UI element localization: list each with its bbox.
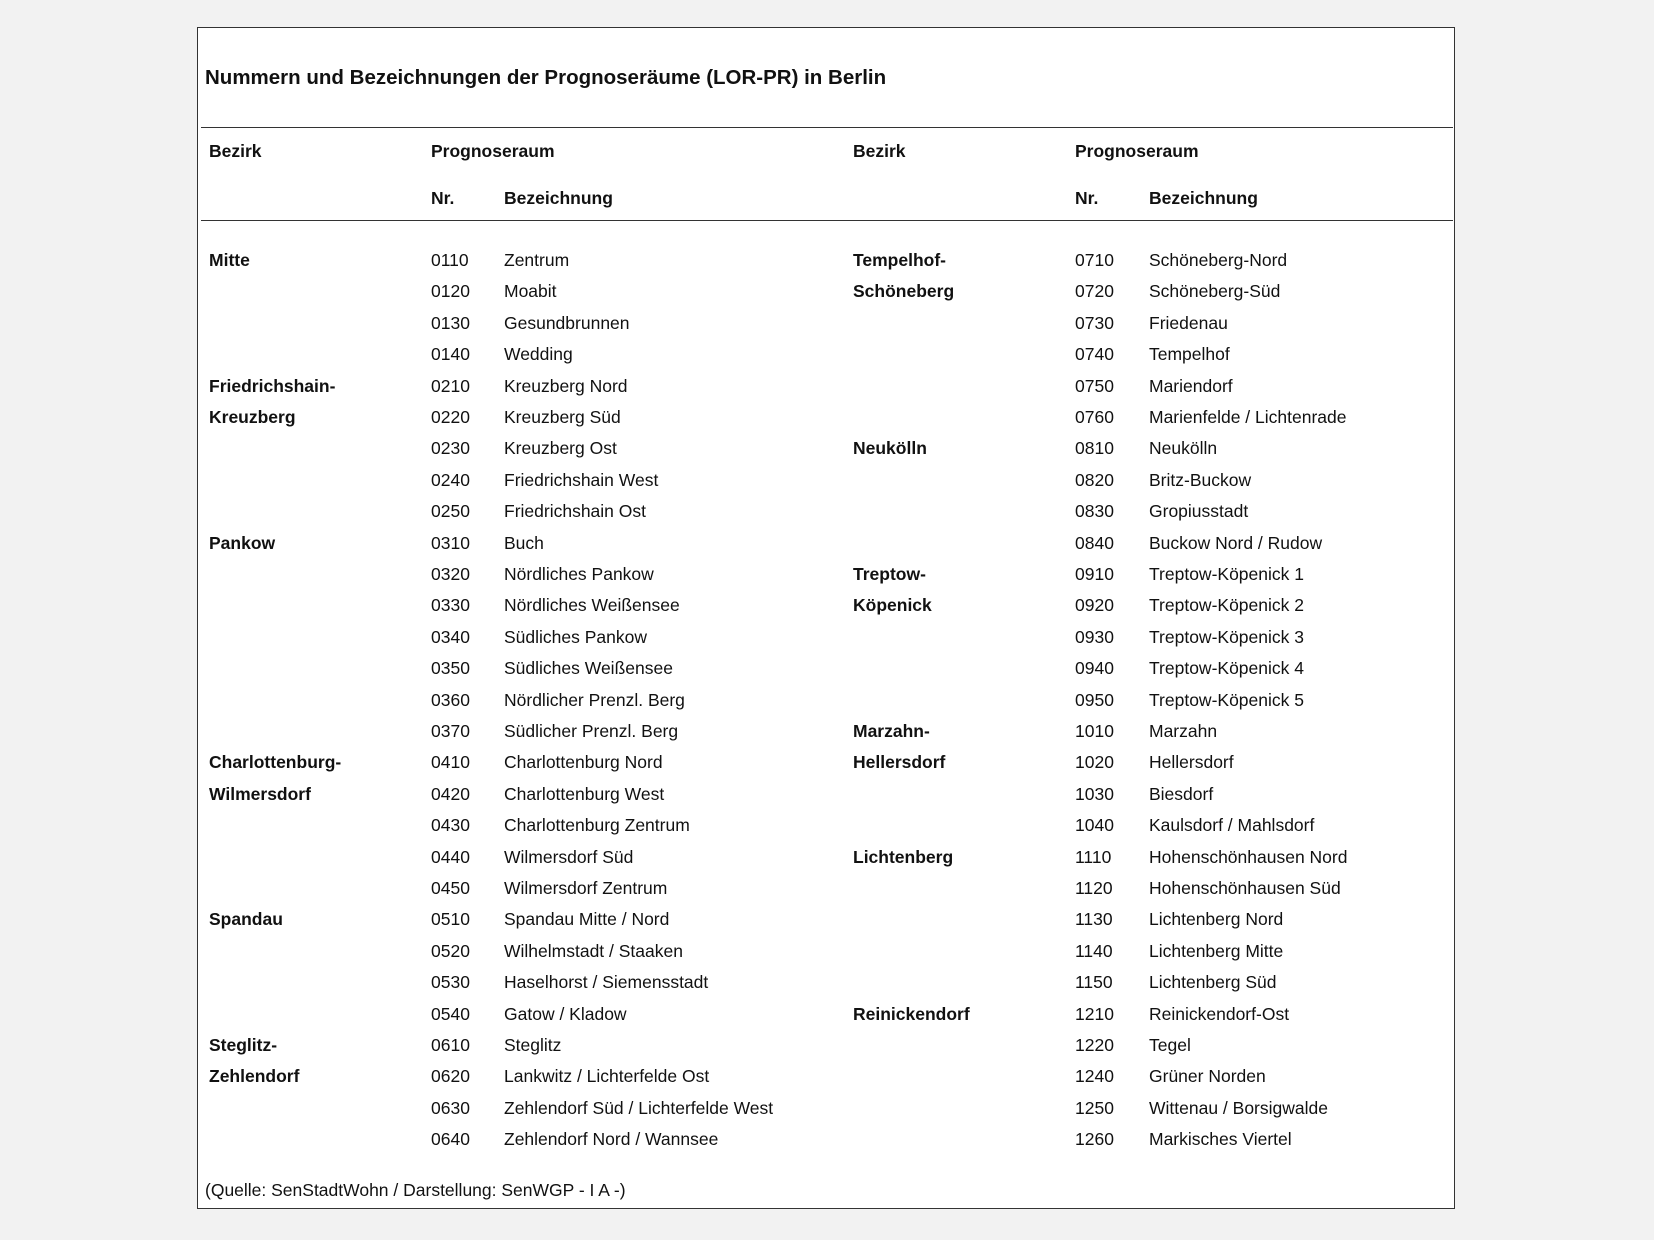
prognoseraum-nr-left: 0520 <box>431 940 470 961</box>
prognoseraum-name-left: Nördlicher Prenzl. Berg <box>504 689 685 710</box>
prognoseraum-nr-left: 0130 <box>431 312 470 333</box>
prognoseraum-name-left: Moabit <box>504 281 557 302</box>
bezirk-label-right: Hellersdorf <box>853 752 946 773</box>
prognoseraum-name-left: Steglitz <box>504 1035 562 1055</box>
prognoseraum-nr-right: 1250 <box>1075 1097 1114 1118</box>
page-title: Nummern und Bezeichnungen der Prognoseräume (LOR-PR) in Berlin <box>205 66 887 89</box>
prognoseraum-nr-left: 0630 <box>431 1097 470 1118</box>
prognoseraum-nr-right: 0830 <box>1075 501 1114 522</box>
prognoseraum-nr-right: 0820 <box>1075 469 1114 490</box>
prognoseraum-nr-left: 0360 <box>431 689 470 710</box>
prognoseraum-nr-right: 0750 <box>1075 375 1114 396</box>
prognoseraum-name-right: Lichtenberg Mitte <box>1149 940 1284 961</box>
prognoseraum-nr-left: 0640 <box>431 1129 470 1150</box>
prognoseraum-name-right: Treptow-Köpenick 2 <box>1149 595 1304 616</box>
prognoseraum-nr-right: 1150 <box>1075 972 1113 993</box>
prognoseraum-nr-left: 0320 <box>431 564 470 584</box>
prognoseraum-nr-right: 0920 <box>1075 595 1114 616</box>
prognoseraum-nr-right: 1220 <box>1075 1035 1114 1055</box>
prognoseraum-nr-left: 0330 <box>431 595 470 616</box>
prognoseraum-name-left: Zehlendorf Nord / Wannsee <box>504 1129 719 1150</box>
prognoseraum-nr-right: 1120 <box>1075 878 1113 898</box>
header-nr-right: Nr. <box>1075 188 1099 208</box>
prognoseraum-name-left: Friedrichshain West <box>504 469 659 490</box>
prognoseraum-name-right: Kaulsdorf / Mahlsdorf <box>1149 815 1315 836</box>
prognoseraum-nr-right: 0840 <box>1075 532 1114 553</box>
prognoseraum-nr-left: 0510 <box>431 909 470 930</box>
prognoseraum-nr-right: 0730 <box>1075 312 1114 333</box>
prognoseraum-nr-right: 1030 <box>1075 783 1114 804</box>
prognoseraum-nr-left: 0370 <box>431 721 470 741</box>
prognoseraum-nr-right: 1010 <box>1075 721 1114 741</box>
prognoseraum-nr-right: 0740 <box>1075 344 1114 365</box>
prognoseraum-name-right: Markisches Viertel <box>1149 1129 1292 1150</box>
prognoseraum-nr-left: 0210 <box>431 375 470 396</box>
prognoseraum-name-left: Kreuzberg Ost <box>504 438 617 459</box>
header-prognoseraum-left: Prognoseraum <box>431 141 555 161</box>
prognoseraum-name-right: Lichtenberg Nord <box>1149 909 1284 930</box>
prognoseraum-nr-right: 1110 <box>1075 846 1112 867</box>
prognoseraum-name-right: Hohenschönhausen Süd <box>1149 878 1341 898</box>
header-prognoseraum-right: Prognoseraum <box>1075 141 1199 161</box>
bezirk-label-left: Wilmersdorf <box>209 783 311 804</box>
prognoseraum-name-left: Wilhelmstadt / Staaken <box>504 940 683 961</box>
prognoseraum-name-right: Britz-Buckow <box>1149 469 1252 490</box>
prognoseraum-name-right: Marienfelde / Lichtenrade <box>1149 407 1347 427</box>
header-top-rule <box>201 127 1453 128</box>
prognoseraum-name-right: Treptow-Köpenick 3 <box>1149 626 1304 647</box>
prognoseraum-name-left: Wilmersdorf Zentrum <box>504 878 668 898</box>
prognoseraum-nr-left: 0540 <box>431 1003 470 1024</box>
prognoseraum-name-left: Südliches Pankow <box>504 626 647 647</box>
prognoseraum-nr-left: 0120 <box>431 281 470 302</box>
prognoseraum-name-left: Zentrum <box>504 250 570 270</box>
prognoseraum-nr-left: 0430 <box>431 815 470 836</box>
prognoseraum-name-right: Grüner Norden <box>1149 1066 1266 1087</box>
prognoseraum-name-right: Schöneberg-Süd <box>1149 281 1281 302</box>
bezirk-label-right: Köpenick <box>853 595 932 616</box>
bezirk-label-left: Kreuzberg <box>209 407 296 427</box>
prognoseraum-name-left: Wilmersdorf Süd <box>504 846 634 867</box>
bezirk-label-left: Steglitz- <box>209 1035 278 1055</box>
prognoseraum-name-right: Neukölln <box>1149 438 1218 459</box>
prognoseraum-name-right: Hohenschönhausen Nord <box>1149 846 1348 867</box>
prognoseraum-name-left: Südliches Weißensee <box>504 658 673 679</box>
prognoseraum-name-right: Wittenau / Borsigwalde <box>1149 1097 1328 1118</box>
prognoseraum-name-right: Mariendorf <box>1149 375 1233 396</box>
prognoseraum-nr-left: 0410 <box>431 752 470 773</box>
prognoseraum-nr-left: 0440 <box>431 846 470 867</box>
prognoseraum-nr-right: 0710 <box>1075 250 1114 270</box>
prognoseraum-name-left: Südlicher Prenzl. Berg <box>504 721 679 741</box>
prognoseraum-name-right: Tegel <box>1149 1035 1191 1055</box>
prognoseraum-name-left: Charlottenburg Zentrum <box>504 815 690 836</box>
prognoseraum-name-right: Buckow Nord / Rudow <box>1149 532 1323 553</box>
header-bezirk-left: Bezirk <box>209 141 262 161</box>
prognoseraum-nr-left: 0530 <box>431 972 470 993</box>
document-page <box>197 27 1455 1209</box>
bezirk-label-left: Charlottenburg- <box>209 752 342 773</box>
prognoseraum-nr-right: 1240 <box>1075 1066 1114 1087</box>
prognoseraum-nr-left: 0140 <box>431 344 470 365</box>
prognoseraum-name-left: Zehlendorf Süd / Lichterfelde West <box>504 1097 774 1118</box>
prognoseraum-nr-right: 0950 <box>1075 689 1114 710</box>
prognoseraum-nr-right: 1040 <box>1075 815 1114 836</box>
bezirk-label-right: Neukölln <box>853 438 927 459</box>
bezirk-label-right: Marzahn- <box>853 721 930 741</box>
prognoseraum-nr-right: 0910 <box>1075 564 1114 584</box>
prognoseraum-name-left: Charlottenburg West <box>504 783 665 804</box>
prognoseraum-nr-right: 1210 <box>1075 1003 1114 1024</box>
prognoseraum-name-right: Friedenau <box>1149 312 1228 333</box>
prognoseraum-nr-right: 1140 <box>1075 940 1113 961</box>
bezirk-label-right: Schöneberg <box>853 281 955 302</box>
bezirk-label-left: Friedrichshain- <box>209 375 336 396</box>
prognoseraum-nr-left: 0340 <box>431 626 470 647</box>
bezirk-label-left: Mitte <box>209 250 250 270</box>
prognoseraum-name-right: Biesdorf <box>1149 783 1214 804</box>
header-bezeichnung-right: Bezeichnung <box>1149 188 1258 208</box>
prognoseraum-nr-left: 0250 <box>431 501 470 522</box>
prognoseraum-name-left: Kreuzberg Süd <box>504 407 621 427</box>
header-bottom-rule <box>201 220 1453 221</box>
prognoseraum-name-right: Schöneberg-Nord <box>1149 250 1288 270</box>
prognoseraum-nr-left: 0420 <box>431 783 470 804</box>
header-bezeichnung-left: Bezeichnung <box>504 188 613 208</box>
bezirk-label-left: Spandau <box>209 909 283 930</box>
prognoseraum-name-right: Hellersdorf <box>1149 752 1234 773</box>
prognoseraum-nr-right: 1260 <box>1075 1129 1114 1150</box>
prognoseraum-nr-left: 0110 <box>431 250 469 270</box>
prognoseraum-nr-right: 0810 <box>1075 438 1114 459</box>
prognoseraum-name-left: Buch <box>504 532 544 553</box>
prognoseraum-nr-right: 0720 <box>1075 281 1114 302</box>
prognoseraum-nr-left: 0240 <box>431 469 470 490</box>
prognoseraum-nr-left: 0310 <box>431 532 470 553</box>
prognoseraum-name-left: Charlottenburg Nord <box>504 752 663 773</box>
bezirk-label-right: Tempelhof- <box>853 250 947 270</box>
prognoseraum-name-left: Nördliches Weißensee <box>504 595 680 616</box>
bezirk-label-right: Lichtenberg <box>853 846 954 867</box>
bezirk-label-left: Zehlendorf <box>209 1066 300 1087</box>
header-nr-left: Nr. <box>431 188 455 208</box>
prognoseraum-name-right: Gropiusstadt <box>1149 501 1249 522</box>
prognoseraum-name-right: Tempelhof <box>1149 344 1230 365</box>
prognoseraum-name-left: Wedding <box>504 344 573 365</box>
prognoseraum-name-left: Gatow / Kladow <box>504 1003 627 1024</box>
prognoseraum-nr-left: 0230 <box>431 438 470 459</box>
prognoseraum-name-right: Treptow-Köpenick 1 <box>1149 564 1304 584</box>
bezirk-label-left: Pankow <box>209 532 276 553</box>
prognoseraum-nr-right: 0930 <box>1075 626 1114 647</box>
header-bezirk-right: Bezirk <box>853 141 906 161</box>
source-note: (Quelle: SenStadtWohn / Darstellung: SenWGP - I A -) <box>205 1180 626 1200</box>
prognoseraum-name-left: Kreuzberg Nord <box>504 375 628 396</box>
prognoseraum-nr-left: 0610 <box>431 1035 470 1055</box>
prognoseraum-nr-left: 0620 <box>431 1066 470 1087</box>
prognoseraum-nr-left: 0350 <box>431 658 470 679</box>
prognoseraum-name-left: Friedrichshain Ost <box>504 501 646 522</box>
prognoseraum-name-left: Lankwitz / Lichterfelde Ost <box>504 1066 710 1087</box>
prognoseraum-name-left: Gesundbrunnen <box>504 312 630 333</box>
prognoseraum-name-right: Treptow-Köpenick 4 <box>1149 658 1304 679</box>
prognoseraum-nr-left: 0450 <box>431 878 470 898</box>
prognoseraum-name-right: Lichtenberg Süd <box>1149 972 1277 993</box>
prognoseraum-nr-right: 0760 <box>1075 407 1114 427</box>
prognoseraum-name-left: Nördliches Pankow <box>504 564 654 584</box>
prognoseraum-nr-right: 1020 <box>1075 752 1114 773</box>
prognoseraum-name-left: Spandau Mitte / Nord <box>504 909 670 930</box>
prognoseraum-nr-left: 0220 <box>431 407 470 427</box>
prognoseraum-name-right: Marzahn <box>1149 721 1218 741</box>
prognoseraum-nr-right: 0940 <box>1075 658 1114 679</box>
bezirk-label-right: Treptow- <box>853 564 926 584</box>
prognoseraum-name-right: Reinickendorf-Ost <box>1149 1003 1290 1024</box>
bezirk-label-right: Reinickendorf <box>853 1003 970 1024</box>
prognoseraum-name-right: Treptow-Köpenick 5 <box>1149 689 1304 710</box>
prognoseraum-nr-right: 1130 <box>1075 909 1113 930</box>
prognoseraum-name-left: Haselhorst / Siemensstadt <box>504 972 709 993</box>
